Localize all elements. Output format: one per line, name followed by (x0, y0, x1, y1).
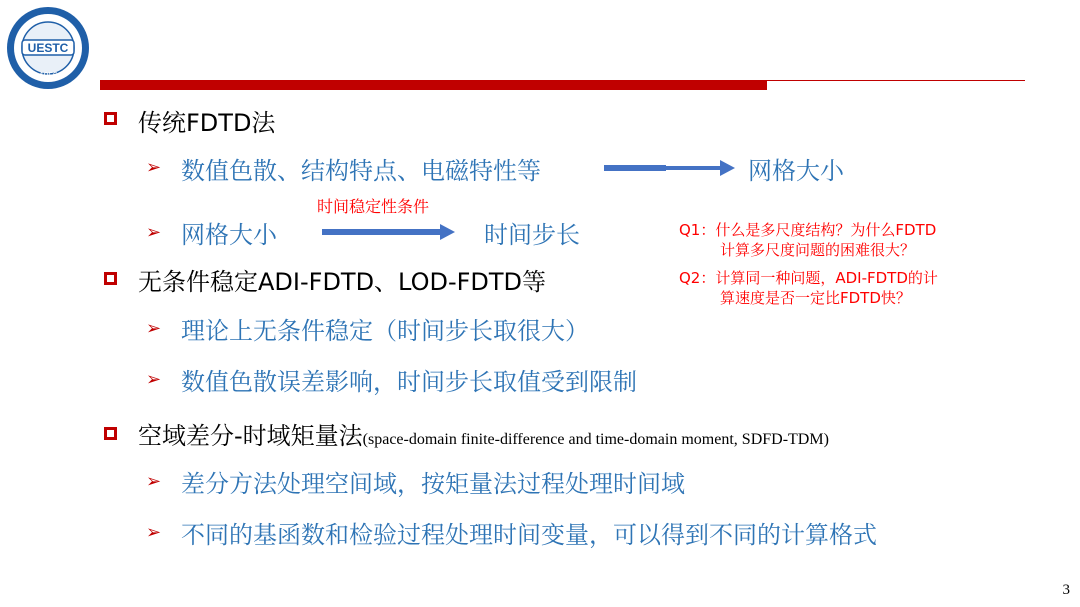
section2-title: 无条件稳定ADI-FDTD、LOD-FDTD等 (138, 268, 547, 296)
arrow-label: 时间稳定性条件 (317, 197, 430, 216)
note-q2-line1: Q2：计算同一种问题，ADI-FDTD的计 (679, 269, 938, 287)
section3-title (138, 416, 829, 451)
right-arrow-icon (322, 222, 456, 242)
bullet-square-icon (104, 427, 117, 440)
section1-bullet1-left: 数值色散、结构特点、电磁特性等 (181, 157, 541, 185)
section3-title-main: 空域差分-时域矩量法 (138, 422, 363, 450)
section3-bullet1: 差分方法处理空间域，按矩量法过程处理时间域 (181, 470, 685, 498)
bullet-square-icon (104, 272, 117, 285)
bullet-arrow-icon: ➢ (146, 157, 162, 178)
bullet-arrow-icon: ➢ (146, 522, 162, 543)
logo-year: 1956 (39, 71, 57, 80)
page-number: 3 (1062, 582, 1070, 598)
university-logo (4, 4, 92, 92)
bullet-arrow-icon: ➢ (146, 471, 162, 492)
bullet-arrow-icon: ➢ (146, 369, 162, 390)
section1-title: 传统FDTD法 (138, 109, 276, 137)
bullet-arrow-icon: ➢ (146, 318, 162, 339)
right-arrow-icon (604, 158, 736, 178)
section3-bullet2: 不同的基函数和检验过程处理时间变量，可以得到不同的计算格式 (181, 521, 877, 549)
section2-bullet2: 数值色散误差影响，时间步长取值受到限制 (181, 368, 637, 396)
note-q1-line2: 计算多尺度问题的困难很大？ (720, 241, 916, 259)
header-thick-rule (100, 81, 767, 90)
section3-title-paren: (space-domain finite-difference and time-domain moment, SDFD-TDM) (362, 431, 829, 448)
bullet-arrow-icon: ➢ (146, 222, 162, 243)
note-q2-line2: 算速度是否一定比FDTD快？ (720, 289, 911, 307)
section1-bullet2-left: 网格大小 (181, 221, 277, 249)
section1-bullet2-right: 时间步长 (484, 221, 580, 249)
bullet-square-icon (104, 112, 117, 125)
section2-bullet1: 理论上无条件稳定（时间步长取很大） (181, 317, 589, 345)
logo-text: UESTC (27, 41, 69, 55)
section1-bullet1-right: 网格大小 (748, 157, 844, 185)
note-q1-line1: Q1：什么是多尺度结构？为什么FDTD (679, 221, 937, 239)
